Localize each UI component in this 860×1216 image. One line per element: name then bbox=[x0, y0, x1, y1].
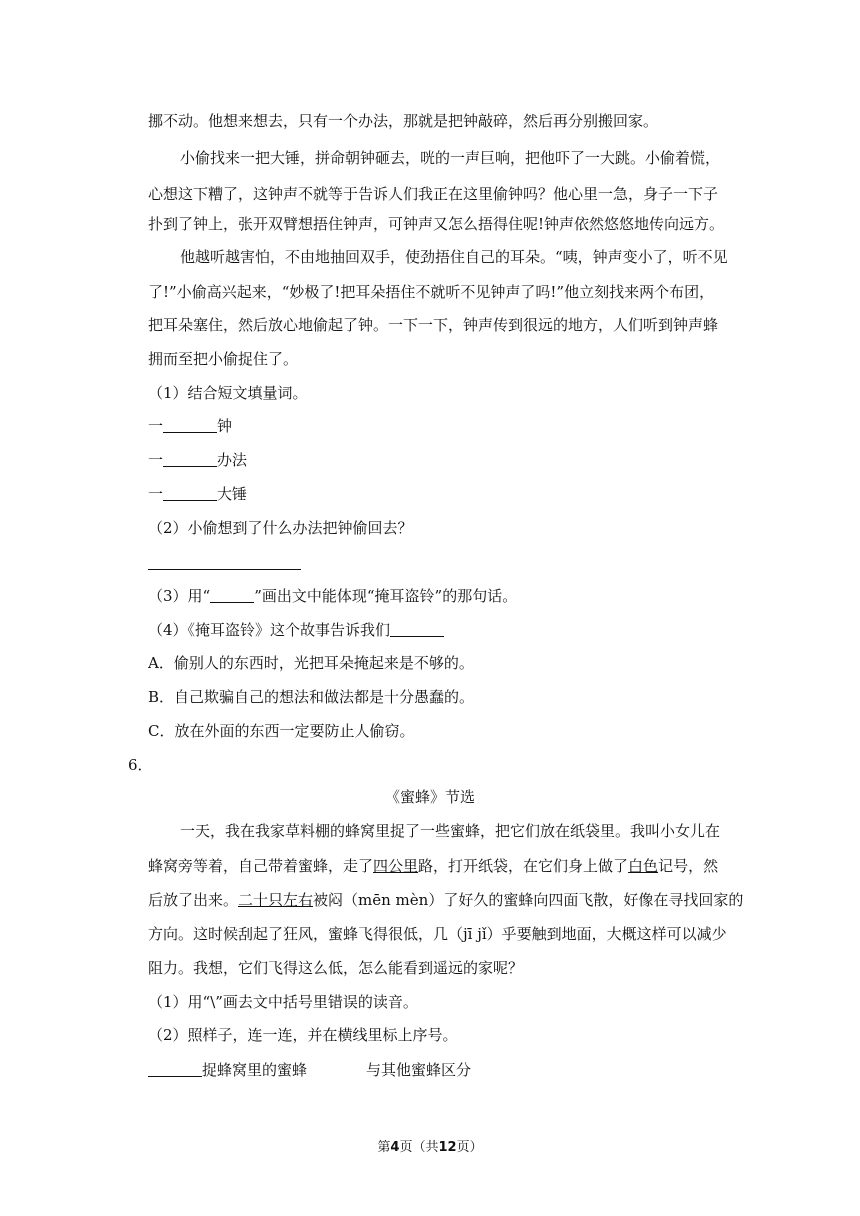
match-left-item[interactable]: 捉蜂窝里的蜜蜂 bbox=[202, 1061, 308, 1079]
passage-title: 《蜜蜂》节选 bbox=[384, 788, 475, 806]
page-number: 4 bbox=[390, 1140, 400, 1155]
fill-suffix: 钟 bbox=[217, 417, 233, 435]
option-c[interactable]: C．放在外面的东西一定要防止人偷窃。 bbox=[148, 722, 415, 740]
fill-prefix: 一 bbox=[148, 417, 164, 435]
section6-question-1: （1）用“\”画去文中括号里错误的读音。 bbox=[148, 993, 418, 1011]
page-footer bbox=[0, 1140, 860, 1156]
passage-line: 心想这下糟了，这钟声不就等于告诉人们我正在这里偷钟吗？他心里一急，身子一下子 bbox=[148, 185, 719, 203]
question-3-after: ”画出文中能体现“掩耳盗铃”的那句话。 bbox=[254, 587, 518, 605]
option-a[interactable]: A．偷别人的东西时，光把耳朵掩起来是不够的。 bbox=[148, 654, 474, 672]
text-span: 后放了出来。 bbox=[148, 891, 239, 909]
footer-text: 页（共 bbox=[399, 1140, 439, 1155]
answer-blank[interactable] bbox=[210, 588, 254, 603]
fill-prefix: 一 bbox=[148, 485, 164, 503]
answer-blank[interactable] bbox=[390, 622, 444, 637]
fill-item-1 bbox=[148, 417, 232, 435]
answer-blank[interactable] bbox=[148, 1062, 202, 1077]
answer-blank[interactable] bbox=[163, 452, 217, 467]
footer-text: 页） bbox=[456, 1140, 483, 1155]
section6-question-2: （2）照样子，连一连，并在横线里标上序号。 bbox=[148, 1026, 458, 1044]
text-span: 记号，然 bbox=[658, 857, 719, 875]
passage-line: 阻力。我想，它们飞得这么低，怎么能看到遥远的家呢？ bbox=[148, 959, 524, 977]
passage-line: 小偷找来一把大锤，拼命朝钟砸去，咣的一声巨响，把他吓了一大跳。小偷着慌， bbox=[180, 149, 721, 167]
option-b[interactable]: B．自己欺骗自己的想法和做法都是十分愚蠢的。 bbox=[148, 688, 475, 706]
passage-line: 把耳朵塞住，然后放心地偷起了钟。一下一下，钟声传到很远的地方，人们听到钟声蜂 bbox=[148, 316, 719, 334]
total-pages: 12 bbox=[438, 1140, 457, 1155]
answer-blank[interactable] bbox=[148, 555, 301, 570]
fill-suffix: 大锤 bbox=[217, 485, 248, 503]
question-3 bbox=[148, 587, 517, 605]
fill-item-2 bbox=[148, 451, 247, 469]
question-1-prompt: （1）结合短文填量词。 bbox=[148, 384, 308, 402]
answer-blank[interactable] bbox=[163, 486, 217, 501]
passage-line: 他越听越害怕，不由地抽回双手，使劲捂住自己的耳朵。“咦，钟声变小了，听不见 bbox=[180, 248, 728, 266]
fill-prefix: 一 bbox=[148, 451, 164, 469]
text-span: 路，打开纸袋，在它们身上做了 bbox=[418, 857, 629, 875]
fill-item-3 bbox=[148, 485, 247, 503]
footer-text: 第 bbox=[377, 1140, 391, 1155]
question-4 bbox=[148, 621, 444, 639]
underlined-text: 白色 bbox=[628, 857, 659, 875]
text-span: 蜂窝旁等着，自己带着蜜蜂，走了 bbox=[148, 857, 374, 875]
underlined-text: 二十只左右 bbox=[238, 891, 314, 909]
answer-blank[interactable] bbox=[163, 418, 217, 433]
match-right-item[interactable]: 与其他蜜蜂区分 bbox=[366, 1061, 472, 1079]
passage-line: 挪不动。他想来想去，只有一个办法，那就是把钟敲碎，然后再分别搬回家。 bbox=[148, 112, 659, 130]
question-number-6: 6． bbox=[128, 756, 153, 774]
passage-line: 一天，我在我家草料棚的蜂窝里捉了一些蜜蜂，把它们放在纸袋里。我叫小女儿在 bbox=[180, 822, 721, 840]
fill-suffix: 办法 bbox=[217, 451, 248, 469]
passage-line: 方向。这时候刮起了狂风，蜜蜂飞得很低，几（jī jǐ）乎要触到地面，大概这样可以减少 bbox=[148, 925, 727, 943]
passage-line bbox=[148, 857, 718, 875]
passage-line: 拥而至把小偷捉住了。 bbox=[148, 350, 299, 368]
underlined-text: 四公里 bbox=[373, 857, 419, 875]
question-2-prompt: （2）小偷想到了什么办法把钟偷回去？ bbox=[148, 519, 413, 537]
question-3-before: （3）用“ bbox=[148, 587, 211, 605]
passage-line: 扑到了钟上，张开双臂想捂住钟声，可钟声又怎么捂得住呢!钟声依然悠悠地传向远方。 bbox=[148, 215, 725, 233]
match-row bbox=[148, 1061, 307, 1079]
passage-line bbox=[148, 891, 743, 909]
question-4-prompt: （4）《掩耳盗铃》这个故事告诉我们 bbox=[148, 621, 391, 639]
passage-line: 了!”小偷高兴起来，“妙极了!把耳朵捂住不就听不见钟声了吗!”他立刻找来两个布团， bbox=[148, 283, 715, 301]
text-span: 被闷（mēn mèn）了好久的蜜蜂向四面飞散，好像在寻找回家的 bbox=[313, 891, 744, 909]
question-2-answer-line[interactable] bbox=[148, 554, 301, 572]
